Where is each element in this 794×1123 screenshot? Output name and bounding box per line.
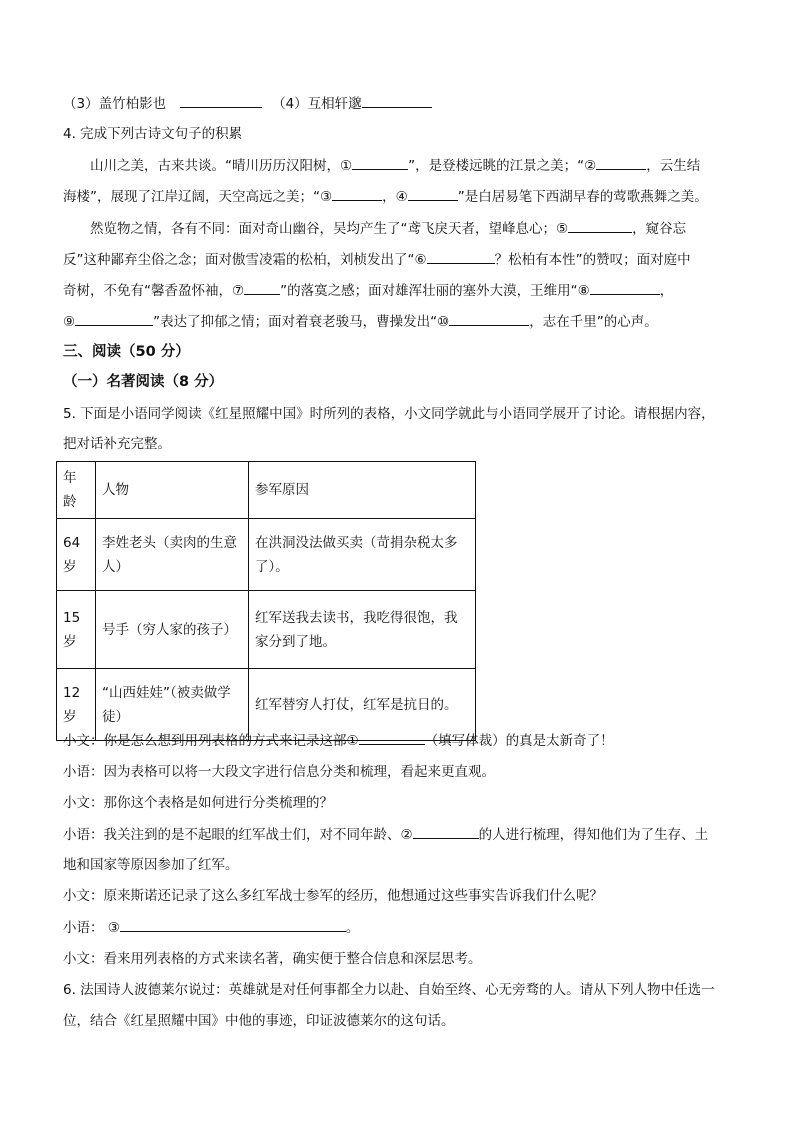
item-4-label: （4）互相轩邈 <box>272 96 362 112</box>
answer-blank-5[interactable] <box>568 218 632 233</box>
dialogue-line-7: 小文：看来用列表格的方式来读名著，确实便于整合信息和深层思考。 <box>63 951 482 967</box>
answer-blank-2[interactable] <box>596 155 646 170</box>
answer-blank-8[interactable] <box>590 280 660 295</box>
dialogue-line-6: 小语： ③ 。 <box>63 917 359 938</box>
table-cell: 在洪洞没法做买卖（苛捐杂税太多了）。 <box>249 519 476 591</box>
dialogue-line-4: 小语：我关注到的是不起眼的红军战士们，对不同年龄、② 的人进行梳理，得知他们为了生存、土 <box>63 824 708 845</box>
answer-blank-category[interactable] <box>413 824 479 839</box>
header-person: 人物 <box>96 462 249 519</box>
table-row <box>57 591 476 669</box>
item-3-label: （3）盖竹柏影也 <box>63 96 167 112</box>
table-cell: 李姓老头（卖肉的生意人） <box>96 519 249 591</box>
dialogue-line-2: 小语：因为表格可以将一大段文字进行信息分类和梳理，看起来更直观。 <box>63 764 495 780</box>
table-cell: 红军送我去读书，我吃得很饱，我家分到了地。 <box>249 591 476 669</box>
q4-paragraph-1-line-1: 山川之美，古来共谈。“晴川历历汉阳树，① ”，是登楼远眺的江景之美；“② ，云生结 <box>90 155 700 176</box>
section-3-heading: 三、阅读（50 分） <box>63 344 190 360</box>
table-cell: 12 岁 <box>57 669 96 741</box>
table-header-row <box>57 462 476 519</box>
table-row <box>57 519 476 591</box>
answer-blank-4[interactable] <box>408 186 458 201</box>
dialogue-line-5: 小文：原来斯诺还记录了这么多红军战士参军的经历，他想通过这些事实告诉我们什么呢？ <box>63 888 603 904</box>
q4-paragraph-2-line-2: 反”这种鄙弃尘俗之念；面对傲雪凌霜的松柏，刘桢发出了“⑥ ？松柏有本性”的赞叹；面对庭中 <box>63 249 691 270</box>
question-6-text-line-2: 位，结合《红星照耀中国》中他的事迹，印证波德莱尔的这句话。 <box>63 1013 455 1029</box>
q4-paragraph-2-line-1: 然览物之情，各有不同：面对奇山幽谷，吴均产生了“鸢飞戾天者，望峰息心；⑤ ，窥谷忘 <box>90 218 686 239</box>
dialogue-line-4-continued: 地和国家等原因参加了红军。 <box>63 857 239 873</box>
header-reason: 参军原因 <box>249 462 476 519</box>
subsection-1-heading: （一）名著阅读（8 分） <box>63 374 224 390</box>
q4-paragraph-1-line-2: 海楼”，展现了江岸辽阔，天空高远之美；“③ ，④ ”是白居易笔下西湖早春的莺歌燕舞之美。 <box>63 186 708 207</box>
answer-blank[interactable] <box>362 93 432 108</box>
answer-blank-6[interactable] <box>427 249 495 264</box>
q4-paragraph-2-line-4: ⑨ ”表达了抑郁之情；面对着衰老骏马，曹操发出“⑩ ，志在千里”的心声。 <box>63 311 658 332</box>
enlistment-table <box>56 461 476 741</box>
question-4-heading: 4. 完成下列古诗文句子的积累 <box>63 126 243 142</box>
answer-blank[interactable] <box>180 93 262 108</box>
table-cell: “山西娃娃”（被卖做学徒） <box>96 669 249 741</box>
answer-blank-7[interactable] <box>244 280 280 295</box>
answer-blank-9[interactable] <box>75 311 153 326</box>
answer-blank-10[interactable] <box>449 311 529 326</box>
table-cell: 号手（穷人家的孩子） <box>96 591 249 669</box>
q4-paragraph-2-line-3: 奇树，不免有“馨香盈怀袖，⑦ ”的落寞之感；面对雄浑壮丽的塞外大漠，王维用“⑧ ， <box>63 280 673 301</box>
header-age: 年龄 <box>57 462 96 519</box>
question-6-text-line-1: 6. 法国诗人波德莱尔说过：英雄就是对任何事都全力以赴、自始至终、心无旁骛的人。请从下列人物中任选一 <box>63 982 715 998</box>
table-cell: 红军替穷人打仗，红军是抗日的。 <box>249 669 476 741</box>
table-cell: 64 岁 <box>57 519 96 591</box>
q3-items-line <box>63 93 432 114</box>
answer-blank-message[interactable] <box>120 917 346 932</box>
question-5-text-line-1: 5. 下面是小语同学阅读《红星照耀中国》时所列的表格，小文同学就此与小语同学展开了讨论。请根据内容， <box>63 406 715 422</box>
question-5-text-line-2: 把对话补充完整。 <box>63 436 171 452</box>
dialogue-line-1: 小文：你是怎么想到用列表格的方式来记录这部① （填写体裁）的真是太新奇了！ <box>63 730 614 751</box>
answer-blank-3[interactable] <box>332 186 382 201</box>
dialogue-line-3: 小文：那你这个表格是如何进行分类梳理的？ <box>63 795 333 811</box>
table-cell: 15 岁 <box>57 591 96 669</box>
answer-blank-genre[interactable] <box>359 730 425 745</box>
answer-blank-1[interactable] <box>352 155 408 170</box>
